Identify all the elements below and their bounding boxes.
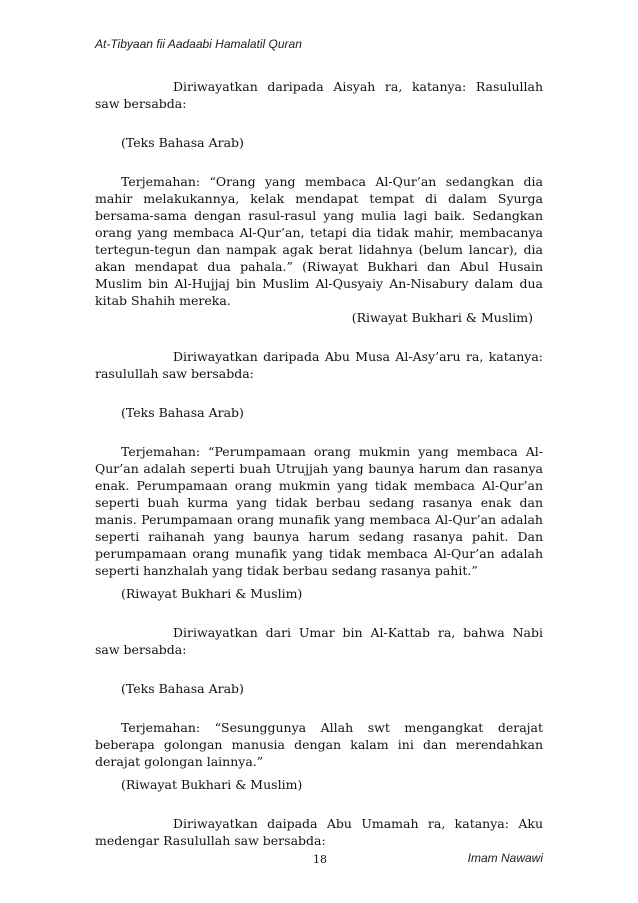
hadith-intro: Diriwayatkan dari Umar bin Al-Kattab ra, bahwa Nabi saw bersabda: [95, 625, 543, 657]
page-body [95, 78, 543, 849]
hadith-source: (Riwayat Bukhari & Muslim) [351, 310, 533, 325]
hadith-intro: Diriwayatkan daripada Aisyah ra, katanya: Rasulullah saw bersabda: [95, 79, 543, 111]
page-number: 18 [313, 853, 327, 866]
running-footer-author: Imam Nawawi [467, 851, 543, 865]
hadith-intro: Diriwayatkan daripada Abu Musa Al-Asy’aru ra, katanya: rasulullah saw bersabda: [95, 349, 543, 381]
hadith-source: (Riwayat Bukhari & Muslim) [121, 777, 303, 792]
hadith-translation: Terjemahan: “Sesunggunya Allah swt mengangkat derajat beberapa golongan manusia dengan kalam ini dan merendahkan derajat golongan lainnya.” [95, 720, 543, 769]
arabic-text-placeholder: (Teks Bahasa Arab) [121, 681, 244, 696]
hadith-source: (Riwayat Bukhari & Muslim) [121, 586, 303, 601]
arabic-text-placeholder: (Teks Bahasa Arab) [121, 135, 244, 150]
hadith-translation: Terjemahan: “Perumpamaan orang mukmin yang membaca Al-Qur’an adalah seperti buah Utrujjah yang baunya harum dan rasanya enak. Perumpamaan orang mukmin yang tidak membaca Al-Qur’an seperti buah kurma yang tidak berbau sedang rasanya enak dan manis. Perumpamaan orang munafik yang membaca Al-Qur’an adalah seperti raihanah yang baunya harum sedang rasanya pahit. Dan perumpamaan orang munafik yang tidak membaca Al-Qur’an adalah seperti hanzhalah yang tidak berbau sedang rasanya pahit.” [95, 444, 543, 578]
running-header: At-Tibyaan fii Aadaabi Hamalatil Quran [95, 37, 302, 51]
arabic-text-placeholder: (Teks Bahasa Arab) [121, 405, 244, 420]
hadith-translation: Terjemahan: “Orang yang membaca Al-Qur’an sedangkan dia mahir melakukannya, kelak mendapat tempat di dalam Syurga bersama-sama dengan rasul-rasul yang mulia lagi baik. Sedangkan orang yang membaca Al-Qur’an, tetapi dia tidak mahir, membacanya tertegun-tegun dan nampak agak berat lidahnya (belum lancar), dia akan mendapat dua pahala.” (Riwayat Bukhari dan Abul Husain Muslim bin Al-Hujjaj bin Muslim Al-Qusyaiy An-Nisabury dalam dua kitab Shahih mereka. [95, 174, 543, 308]
hadith-intro: Diriwayatkan daipada Abu Umamah ra, katanya: Aku medengar Rasulullah saw bersabda: [95, 816, 543, 848]
